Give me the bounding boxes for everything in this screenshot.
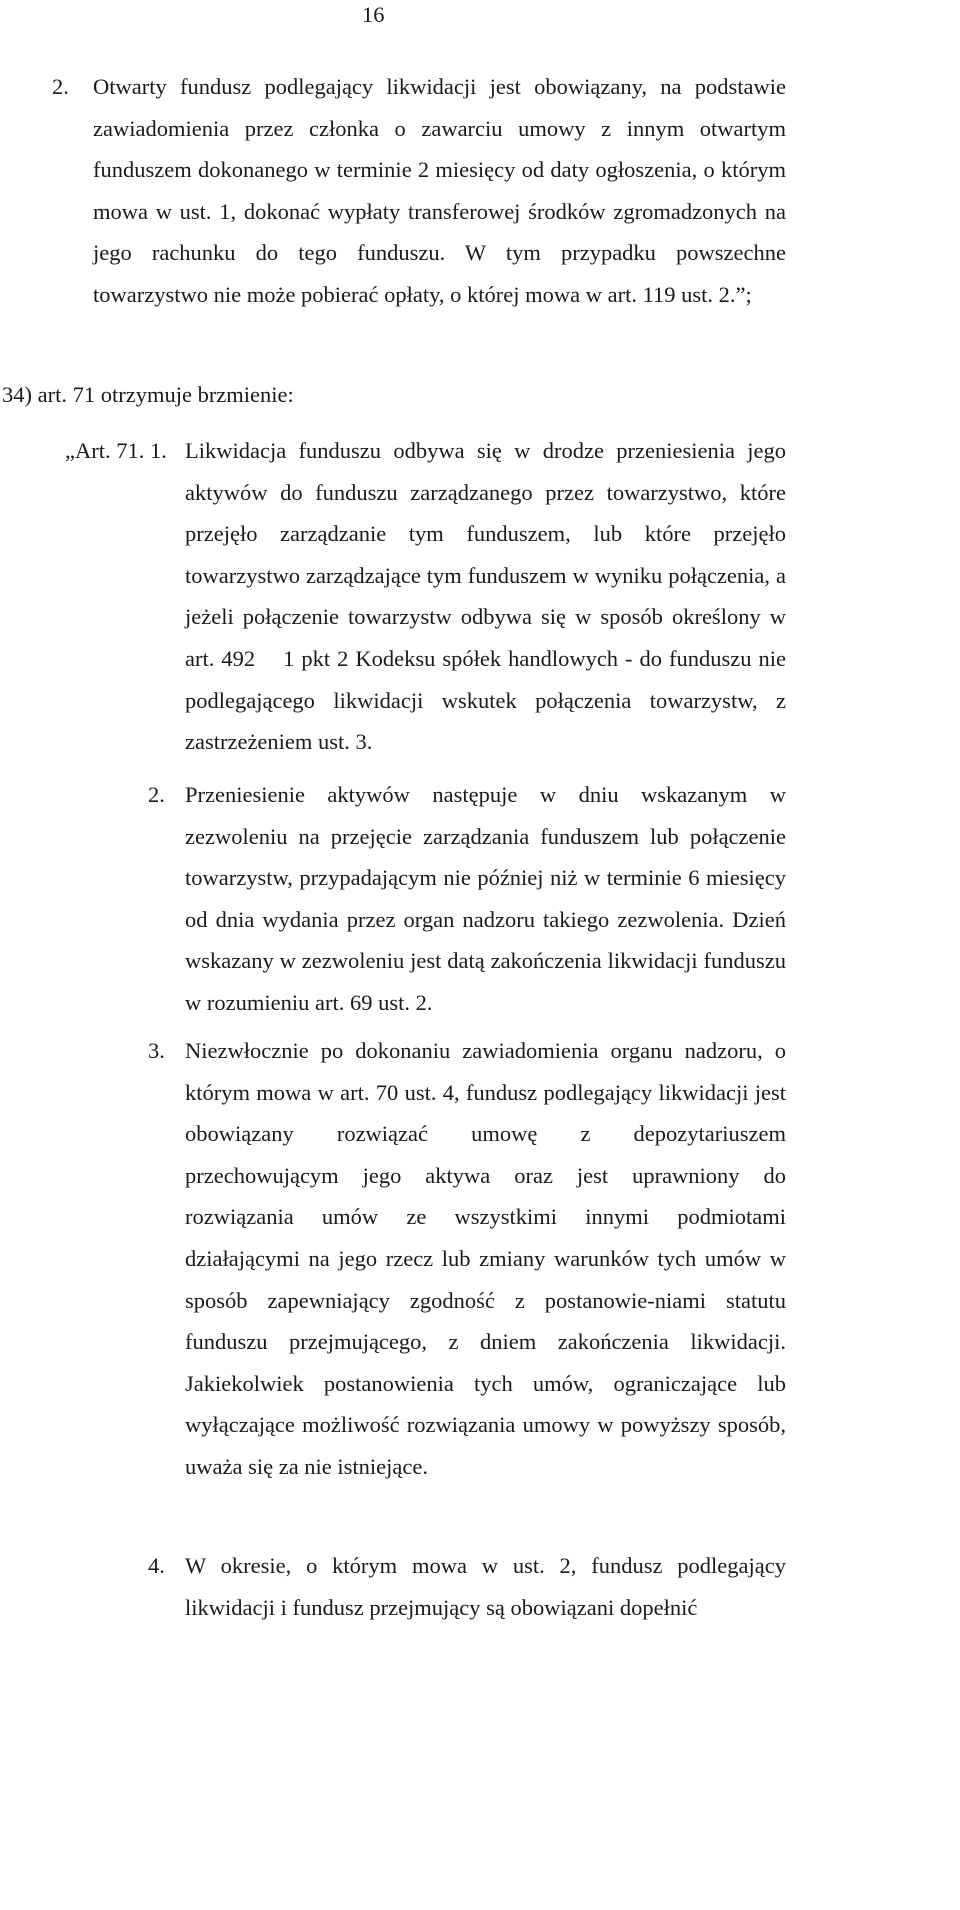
paragraph-2-number: 2. <box>148 782 165 807</box>
page-number: 16 <box>362 2 385 27</box>
article-label: „Art. 71. 1. <box>65 438 167 463</box>
article-paragraph-4: W okresie, o którym mowa w ust. 2, fundusz podlegający likwidacji i fundusz przejmujący są obowiązani dopełnić <box>185 1553 786 1620</box>
item-paragraph: Otwarty fundusz podlegający likwidacji jest obowiązany, na podstawie zawiadomienia przez członka o zawarciu umowy z innym otwartym funduszem dokonanego w terminie 2 miesięcy od daty ogłoszenia, o którym mowa w ust. 1, dokonać wypłaty transferowej środków zgromadzonych na jego rachunku do tego funduszu. W tym przypadku powszechne towarzystwo nie może pobierać opłaty, o której mowa w art. 119 ust. 2.”; <box>93 74 786 307</box>
paragraph-4-number: 4. <box>148 1553 165 1578</box>
article-paragraph-1 <box>185 430 786 763</box>
paragraph-1-text-b: 1 pkt 2 Kodeksu spółek handlowych - do funduszu nie podlegającego likwidacji wskutek połączenia towarzystw, z zastrzeżeniem ust. 3. <box>185 645 786 755</box>
item-number: 2. <box>52 74 69 99</box>
article-paragraph-3: Niezwłocznie po dokonaniu zawiadomienia organu nadzoru, o którym mowa w art. 70 ust. 4, fundusz podlegający likwidacji jest obowiązany rozwiązać umowę z depozytariuszem przechowującym jego aktywa oraz jest uprawniony do rozwiązania umów ze wszystkimi innymi podmiotami działającymi na jego rzecz lub zmiany warunków tych umów w sposób zapewniający zgodność z postanowie-niami statutu funduszu przejmującego, z dniem zakończenia likwidacji. Jakiekolwiek postanowienia tych umów, ograniczające lub wyłączające możliwość rozwiązania umowy w powyższy sposób, uważa się za nie istniejące. <box>185 1038 786 1479</box>
article-paragraph-2: Przeniesienie aktywów następuje w dniu wskazanym w zezwoleniu na przejęcie zarządzania funduszem lub połączenie towarzystw, przypadającym nie później niż w terminie 6 miesięcy od dnia wydania przez organ nadzoru takiego zezwolenia. Dzień wskazany w zezwoleniu jest datą zakończenia likwidacji funduszu w rozumieniu art. 69 ust. 2. <box>185 782 786 1015</box>
amendment-heading: 34) art. 71 otrzymuje brzmienie: <box>2 382 294 407</box>
paragraph-3-number: 3. <box>148 1038 165 1063</box>
paragraph-1-text-a: Likwidacja funduszu odbywa się w drodze przeniesienia jego aktywów do funduszu zarządzanego przez towarzystwo, które przejęło zarządzanie tym funduszem, lub które przejęło towarzystwo zarządzające tym funduszem w wyniku połączenia, a jeżeli połączenie towarzystw odbywa się w sposób określony w art. 492 <box>185 438 786 671</box>
